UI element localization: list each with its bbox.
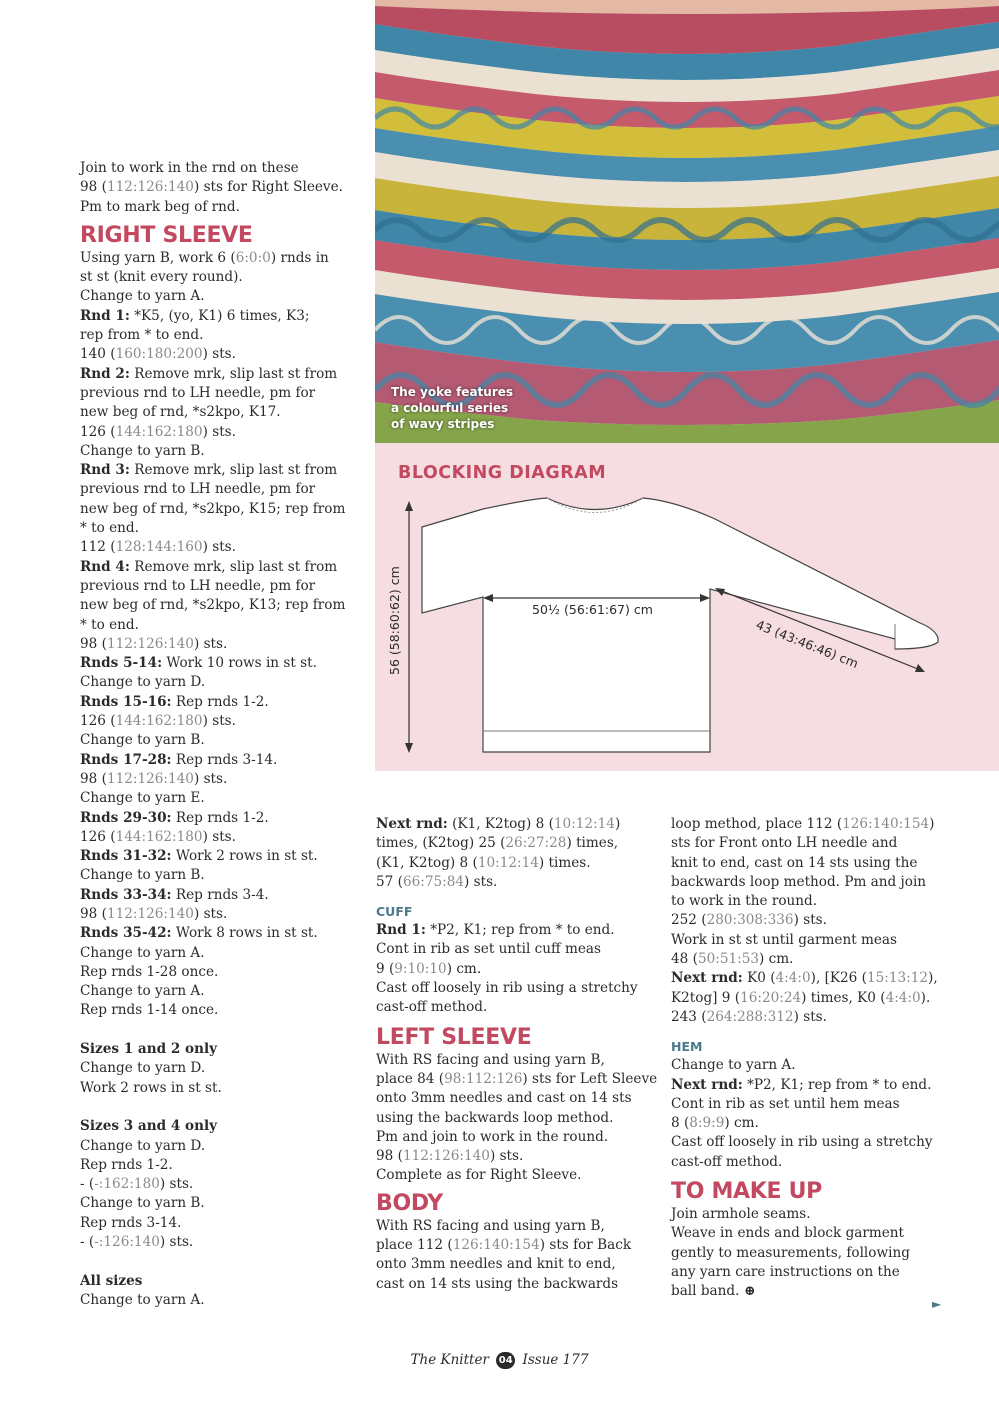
issue-number: Issue 177	[522, 1352, 589, 1368]
text-line: Change to yarn B.	[80, 1195, 205, 1212]
text-line: Change to yarn B.	[80, 732, 205, 749]
text-line: Join to work in the rnd on these	[80, 160, 299, 176]
body-heading: BODY	[376, 1190, 443, 1216]
text-line: Rnds 35-42: Work 8 rows in st st.	[80, 925, 318, 942]
text-line: 98 (112:126:140) sts.	[376, 1148, 524, 1165]
all-sizes-heading: All sizes	[80, 1272, 143, 1289]
text-line: rep from * to end.	[80, 327, 204, 344]
text-line: (K1, K2tog) 8 (10:12:14) times.	[376, 854, 591, 871]
text-line: Join armhole seams.	[671, 1206, 811, 1223]
text-line: knit to end, cast on 14 sts using the	[671, 854, 918, 871]
text-line: 243 (264:288:312) sts.	[671, 1008, 827, 1025]
text-line: Pm and join to work in the round.	[376, 1128, 609, 1145]
text-line: 98 (112:126:140) sts.	[80, 635, 228, 652]
text-line: 8 (8:9:9) cm.	[671, 1115, 759, 1132]
caption-line: The yoke features	[391, 385, 514, 399]
to-make-up-heading: TO MAKE UP	[671, 1179, 823, 1205]
text-line: cast-off method.	[671, 1153, 783, 1170]
text-line: Rnd 1: *P2, K1; rep from * to end.	[376, 922, 615, 939]
caption-line: a colourful series	[391, 401, 509, 415]
text-line: 252 (280:308:336) sts.	[671, 912, 827, 929]
text-line: previous rnd to LH needle, pm for	[80, 481, 316, 498]
text-line: Change to yarn D.	[80, 1060, 206, 1077]
text-line: Weave in ends and block garment	[671, 1225, 905, 1242]
yoke-photo	[375, 0, 999, 443]
text-line: st st (knit every round).	[80, 269, 243, 286]
text-line: new beg of rnd, *s2kpo, K17.	[80, 404, 281, 421]
text-line: Rnd 1: *K5, (yo, K1) 6 times, K3;	[80, 307, 310, 324]
text-line: 9 (9:10:10) cm.	[376, 960, 482, 977]
text-line: sts for Front onto LH needle and	[671, 835, 898, 852]
text-line: 98 (112:126:140) sts for Right Sleeve.	[80, 179, 343, 196]
text-line: 126 (144:162:180) sts.	[80, 713, 236, 730]
decrease-instructions	[376, 815, 666, 892]
text-line: 98 (112:126:140) sts.	[80, 905, 228, 922]
text-line: cast-off method.	[376, 999, 488, 1016]
text-line: Change to yarn D.	[80, 674, 206, 691]
text-line: 112 (128:144:160) sts.	[80, 539, 236, 556]
text-line: * to end.	[80, 520, 139, 537]
text-line: Work in st st until garment meas	[671, 931, 898, 948]
text-line: Rnd 3: Remove mrk, slip last st from	[80, 462, 338, 479]
text-line: Rnds 15-16: Rep rnds 1-2.	[80, 693, 269, 710]
text-line: 126 (144:162:180) sts.	[80, 828, 236, 845]
text-line: Cont in rib as set until hem meas	[671, 1095, 900, 1112]
text-line: Cont in rib as set until cuff meas	[376, 941, 601, 958]
text-line: Complete as for Right Sleeve.	[376, 1167, 582, 1184]
diagram-title: BLOCKING DIAGRAM	[398, 463, 607, 483]
text-line: 57 (66:75:84) sts.	[376, 873, 498, 890]
text-line: place 84 (98:112:126) sts for Left Sleeve	[376, 1070, 658, 1087]
next-page-arrow-icon: ►	[932, 1297, 942, 1311]
page-footer	[0, 1352, 999, 1369]
text-line: new beg of rnd, *s2kpo, K13; rep from	[80, 597, 346, 614]
text-line: Change to yarn B.	[80, 442, 205, 459]
sleeve-label: 43 (43:46:46) cm	[753, 616, 861, 672]
sweater-body-outline	[422, 498, 938, 752]
text-line: Rep rnds 3-14.	[80, 1214, 182, 1231]
text-line: place 112 (126:140:154) sts for Back	[376, 1237, 632, 1254]
text-line: Rnd 4: Remove mrk, slip last st from	[80, 558, 338, 575]
text-line: Next rnd: (K1, K2tog) 8 (10:12:14)	[376, 816, 621, 832]
column-2	[376, 815, 666, 1294]
column-1	[80, 159, 365, 1310]
text-line: Rnd 2: Remove mrk, slip last st from	[80, 365, 338, 382]
text-line: Change to yarn B.	[80, 867, 205, 884]
text-line: * to end.	[80, 616, 139, 633]
text-line: 126 (144:162:180) sts.	[80, 423, 236, 440]
magazine-name: The Knitter	[410, 1352, 489, 1368]
text-line: 48 (50:51:53) cm.	[671, 951, 794, 968]
text-line: backwards loop method. Pm and join	[671, 873, 927, 890]
text-line: Rnds 31-32: Work 2 rows in st st.	[80, 848, 318, 865]
text-line: to work in the round.	[671, 893, 818, 910]
text-line: Work 2 rows in st st.	[80, 1079, 222, 1096]
text-line: times, (K2tog) 25 (26:27:28) times,	[376, 835, 619, 852]
text-line: loop method, place 112 (126:140:154)	[671, 816, 935, 832]
hem-instructions	[671, 1056, 961, 1172]
cuff-instructions	[376, 921, 666, 1017]
text-line: using the backwards loop method.	[376, 1109, 614, 1126]
text-line: Rep rnds 1-28 once.	[80, 963, 219, 980]
text-line: Next rnd: K0 (4:4:0), [K26 (15:13:12),	[671, 970, 938, 987]
yoke-photo-image	[375, 0, 999, 443]
text-line: With RS facing and using yarn B,	[376, 1217, 605, 1234]
sweater-schematic	[375, 443, 999, 771]
text-line: K2tog] 9 (16:20:24) times, K0 (4:4:0).	[671, 989, 931, 1006]
text-line: 98 (112:126:140) sts.	[80, 770, 228, 787]
text-line: gently to measurements, following	[671, 1244, 910, 1261]
right-sleeve-instructions	[80, 249, 365, 1021]
text-line: Rep rnds 1-2.	[80, 1156, 173, 1173]
caption-line: of wavy stripes	[391, 417, 495, 431]
text-line: With RS facing and using yarn B,	[376, 1051, 605, 1068]
text-line: Change to yarn A.	[80, 1291, 205, 1308]
width-label: 50½ (56:61:67) cm	[532, 602, 653, 617]
text-line: onto 3mm needles and knit to end,	[376, 1256, 616, 1273]
text-line: Pm to mark beg of rnd.	[80, 198, 240, 215]
body-instructions	[376, 1217, 666, 1294]
sizes-3-4-heading: Sizes 3 and 4 only	[80, 1118, 218, 1135]
text-line: Cast off loosely in rib using a stretchy	[376, 980, 638, 997]
text-line: Cast off loosely in rib using a stretchy	[671, 1134, 933, 1151]
text-line: Rnds 33-34: Rep rnds 3-4.	[80, 886, 269, 903]
page-number: 04	[496, 1352, 515, 1369]
right-sleeve-heading: RIGHT SLEEVE	[80, 222, 253, 248]
text-line: cast on 14 sts using the backwards	[376, 1275, 619, 1292]
text-line: Change to yarn A.	[80, 288, 205, 305]
text-line: Change to yarn D.	[80, 1137, 206, 1154]
blocking-diagram	[375, 443, 999, 771]
text-line: Rep rnds 1-14 once.	[80, 1002, 219, 1019]
text-line: previous rnd to LH needle, pm for	[80, 384, 316, 401]
cuff-heading: CUFF	[376, 904, 413, 920]
text-line: Rnds 29-30: Rep rnds 1-2.	[80, 809, 269, 826]
text-line: Rnds 5-14: Work 10 rows in st st.	[80, 655, 317, 672]
photo-caption	[391, 384, 513, 432]
end-of-pattern-icon: ⊕	[739, 1283, 756, 1300]
text-line: Change to yarn A.	[80, 944, 205, 961]
text-line: Using yarn B, work 6 (6:0:0) rnds in	[80, 249, 329, 266]
text-line: new beg of rnd, *s2kpo, K15; rep from	[80, 500, 346, 517]
text-line: - (-:126:140) sts.	[80, 1234, 194, 1251]
text-line: - (-:162:180) sts.	[80, 1176, 194, 1193]
text-line: Change to yarn A.	[671, 1057, 796, 1074]
text-line: 140 (160:180:200) sts.	[80, 346, 236, 363]
hem-heading: HEM	[671, 1039, 703, 1055]
text-line: onto 3mm needles and cast on 14 sts	[376, 1090, 632, 1107]
column-3	[671, 815, 961, 1302]
left-sleeve-heading: LEFT SLEEVE	[376, 1024, 532, 1050]
sizes-1-2-heading: Sizes 1 and 2 only	[80, 1041, 218, 1058]
text-line: Change to yarn E.	[80, 790, 205, 807]
length-label: 56 (58:60:62) cm	[387, 566, 402, 675]
text-line: previous rnd to LH needle, pm for	[80, 577, 316, 594]
body-continued-instructions	[671, 815, 961, 1027]
left-sleeve-instructions	[376, 1051, 666, 1186]
text-line: Change to yarn A.	[80, 983, 205, 1000]
make-up-instructions	[671, 1205, 961, 1301]
text-line: any yarn care instructions on the	[671, 1263, 900, 1280]
text-line: Next rnd: *P2, K1; rep from * to end.	[671, 1076, 932, 1093]
text-line: ball band. ⊕	[671, 1283, 756, 1300]
text-line: Rnds 17-28: Rep rnds 3-14.	[80, 751, 278, 768]
